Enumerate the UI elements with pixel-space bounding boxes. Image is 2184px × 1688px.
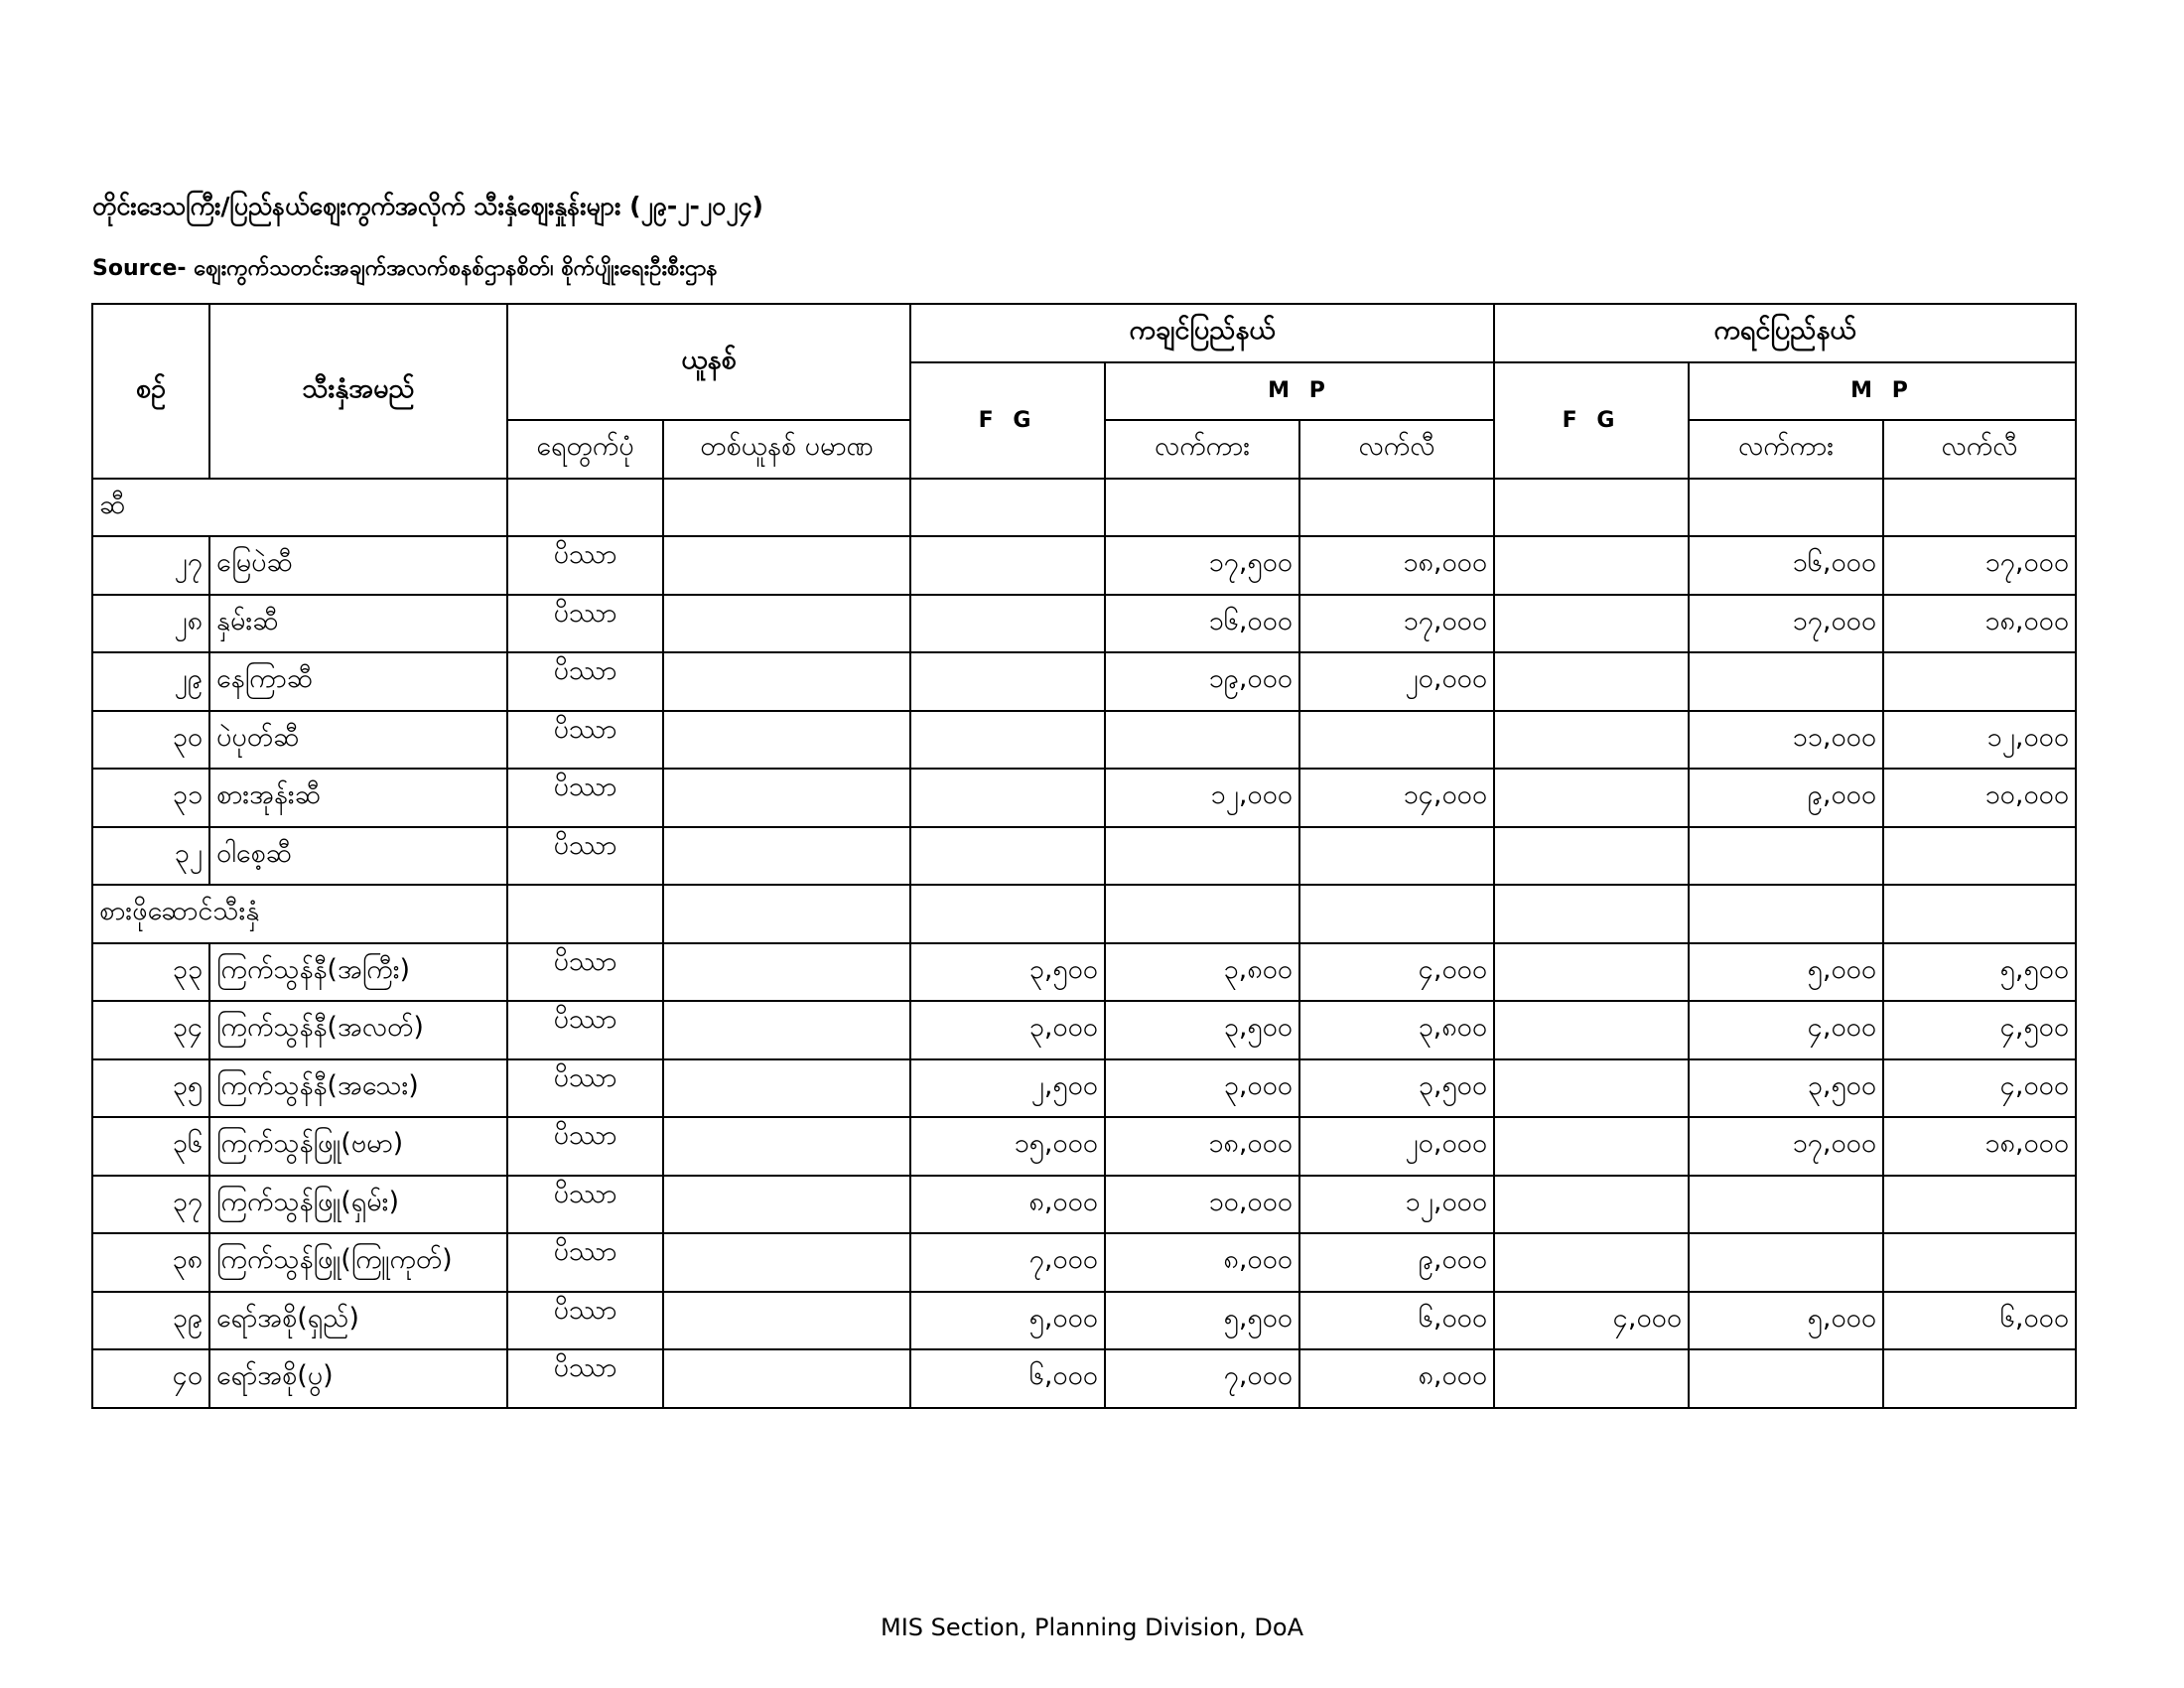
row-kayin-fg <box>1494 1059 1689 1118</box>
row-kachin-retail: ၉,၀၀၀ <box>1299 1233 1494 1292</box>
row-kayin-fg <box>1494 1233 1689 1292</box>
header-no: စဉ် <box>92 304 209 479</box>
row-unit-weight <box>663 1233 910 1292</box>
row-kachin-wholesale: ၅,၅၀၀ <box>1105 1292 1299 1350</box>
row-unit: ပိဿာ <box>507 1001 663 1059</box>
row-kayin-wholesale <box>1689 1349 1883 1408</box>
row-kachin-retail: ၄,၀၀၀ <box>1299 943 1494 1002</box>
row-no: ၃၇ <box>92 1176 209 1234</box>
header-kayin-mp: M P <box>1689 362 2076 421</box>
header-kayin-fg: F G <box>1494 362 1689 479</box>
row-kayin-wholesale <box>1689 1176 1883 1234</box>
row-unit: ပိဿာ <box>507 1349 663 1408</box>
row-unit-weight <box>663 595 910 653</box>
row-kachin-wholesale: ၈,၀၀၀ <box>1105 1233 1299 1292</box>
header-state-kachin: ကချင်ပြည်နယ် <box>910 304 1494 362</box>
header-kayin-retail: လက်လီ <box>1883 420 2076 479</box>
row-kachin-retail: ၆,၀၀၀ <box>1299 1292 1494 1350</box>
row-kachin-fg <box>910 652 1105 711</box>
table-row <box>92 1059 2076 1118</box>
section-row <box>92 479 2076 537</box>
row-kayin-wholesale: ၃,၅၀၀ <box>1689 1059 1883 1118</box>
row-crop-name: ကြက်သွန်နီ(အကြီး) <box>209 943 507 1002</box>
row-kachin-fg: ၇,၀၀၀ <box>910 1233 1105 1292</box>
row-unit-weight <box>663 1001 910 1059</box>
row-unit-weight <box>663 769 910 827</box>
row-kayin-wholesale: ၁၆,၀၀၀ <box>1689 536 1883 595</box>
row-crop-name: နှမ်းဆီ <box>209 595 507 653</box>
row-kachin-wholesale: ၁၀,၀၀၀ <box>1105 1176 1299 1234</box>
row-unit: ပိဿာ <box>507 711 663 770</box>
row-unit: ပိဿာ <box>507 652 663 711</box>
row-unit: ပိဿာ <box>507 769 663 827</box>
table-row <box>92 1117 2076 1176</box>
row-unit: ပိဿာ <box>507 1117 663 1176</box>
row-kayin-fg <box>1494 769 1689 827</box>
row-kayin-wholesale <box>1689 1233 1883 1292</box>
row-unit: ပိဿာ <box>507 536 663 595</box>
row-kayin-retail: ၁၂,၀၀၀ <box>1883 711 2076 770</box>
row-unit-weight <box>663 536 910 595</box>
row-kachin-retail: ၃,၅၀၀ <box>1299 1059 1494 1118</box>
row-kayin-fg <box>1494 827 1689 886</box>
row-kachin-wholesale: ၁၇,၅၀၀ <box>1105 536 1299 595</box>
row-unit-weight <box>663 1349 910 1408</box>
row-unit-weight <box>663 1117 910 1176</box>
row-kachin-wholesale <box>1105 827 1299 886</box>
row-kayin-retail: ၁၀,၀၀၀ <box>1883 769 2076 827</box>
row-no: ၃၆ <box>92 1117 209 1176</box>
row-kayin-fg <box>1494 1176 1689 1234</box>
row-crop-name: ပဲပုတ်ဆီ <box>209 711 507 770</box>
row-kachin-retail: ၁၂,၀၀၀ <box>1299 1176 1494 1234</box>
row-no: ၄၀ <box>92 1349 209 1408</box>
row-no: ၃၄ <box>92 1001 209 1059</box>
row-no: ၂၇ <box>92 536 209 595</box>
header-unit-market: ရေတွက်ပုံ <box>507 420 663 479</box>
table-row <box>92 595 2076 653</box>
row-kachin-wholesale: ၃,၀၀၀ <box>1105 1059 1299 1118</box>
section-title: ဆီ <box>92 479 507 537</box>
row-kachin-wholesale <box>1105 711 1299 770</box>
row-crop-name: ကြက်သွန်နီ(အသေး) <box>209 1059 507 1118</box>
row-no: ၃၉ <box>92 1292 209 1350</box>
row-kachin-retail: ၁၈,၀၀၀ <box>1299 536 1494 595</box>
table-row <box>92 652 2076 711</box>
row-kayin-wholesale: ၁၇,၀၀၀ <box>1689 1117 1883 1176</box>
row-unit-weight <box>663 1059 910 1118</box>
header-unit-weight: တစ်ယူနစ် ပမာဏ <box>663 420 910 479</box>
section-title: စားဖိုဆောင်သီးနှံ <box>92 885 507 943</box>
row-kachin-wholesale: ၁၉,၀၀၀ <box>1105 652 1299 711</box>
row-kayin-wholesale: ၁၇,၀၀၀ <box>1689 595 1883 653</box>
row-crop-name: ကြက်သွန်ဖြူ(ရှမ်း) <box>209 1176 507 1234</box>
row-unit: ပိဿာ <box>507 943 663 1002</box>
row-kayin-retail: ၁၇,၀၀၀ <box>1883 536 2076 595</box>
row-kachin-wholesale: ၁၈,၀၀၀ <box>1105 1117 1299 1176</box>
row-unit: ပိဿာ <box>507 595 663 653</box>
row-kachin-wholesale: ၇,၀၀၀ <box>1105 1349 1299 1408</box>
row-kayin-wholesale <box>1689 652 1883 711</box>
table-row <box>92 1176 2076 1234</box>
row-unit: ပိဿာ <box>507 1176 663 1234</box>
row-no: ၃၂ <box>92 827 209 886</box>
row-kayin-wholesale: ၄,၀၀၀ <box>1689 1001 1883 1059</box>
row-kayin-fg <box>1494 536 1689 595</box>
row-kayin-wholesale: ၅,၀၀၀ <box>1689 943 1883 1002</box>
header-crop-name: သီးနှံအမည် <box>209 304 507 479</box>
row-kayin-fg <box>1494 711 1689 770</box>
row-kachin-fg <box>910 827 1105 886</box>
row-crop-name: နေကြာဆီ <box>209 652 507 711</box>
row-kachin-retail <box>1299 827 1494 886</box>
row-kayin-wholesale: ၅,၀၀၀ <box>1689 1292 1883 1350</box>
row-kayin-retail: ၅,၅၀၀ <box>1883 943 2076 1002</box>
row-kachin-fg: ၅,၀၀၀ <box>910 1292 1105 1350</box>
row-crop-name: ကြက်သွန်ဖြူ(ကြူကုတ်) <box>209 1233 507 1292</box>
row-unit-weight <box>663 943 910 1002</box>
row-kachin-fg: ၆,၀၀၀ <box>910 1349 1105 1408</box>
row-kayin-retail <box>1883 1233 2076 1292</box>
row-kachin-fg <box>910 595 1105 653</box>
row-kayin-fg <box>1494 1001 1689 1059</box>
row-crop-name: ရော်အစို(ရှည်) <box>209 1292 507 1350</box>
header-kayin-wholesale: လက်ကား <box>1689 420 1883 479</box>
table-row <box>92 1349 2076 1408</box>
page-footer: MIS Section, Planning Division, DoA <box>880 1614 1303 1641</box>
row-kachin-retail: ၈,၀၀၀ <box>1299 1349 1494 1408</box>
row-unit: ပိဿာ <box>507 1233 663 1292</box>
row-kachin-fg: ၃,၀၀၀ <box>910 1001 1105 1059</box>
row-kayin-fg <box>1494 943 1689 1002</box>
table-row <box>92 943 2076 1002</box>
row-crop-name: စားအုန်းဆီ <box>209 769 507 827</box>
table-row <box>92 711 2076 770</box>
row-crop-name: မြေပဲဆီ <box>209 536 507 595</box>
row-kachin-fg: ၁၅,၀၀၀ <box>910 1117 1105 1176</box>
row-unit: ပိဿာ <box>507 1292 663 1350</box>
row-unit: ပိဿာ <box>507 827 663 886</box>
row-kayin-wholesale <box>1689 827 1883 886</box>
row-kachin-fg: ၂,၅၀၀ <box>910 1059 1105 1118</box>
row-kayin-wholesale: ၉,၀၀၀ <box>1689 769 1883 827</box>
row-kachin-wholesale: ၃,၈၀၀ <box>1105 943 1299 1002</box>
row-no: ၂၈ <box>92 595 209 653</box>
row-unit-weight <box>663 711 910 770</box>
row-crop-name: ရော်အစို(ပွ) <box>209 1349 507 1408</box>
row-kachin-retail: ၁၄,၀၀၀ <box>1299 769 1494 827</box>
row-kayin-retail: ၁၈,၀၀၀ <box>1883 1117 2076 1176</box>
row-kayin-fg <box>1494 595 1689 653</box>
row-kachin-retail: ၃,၈၀၀ <box>1299 1001 1494 1059</box>
row-crop-name: ဝါစေ့ဆီ <box>209 827 507 886</box>
row-kayin-wholesale: ၁၁,၀၀၀ <box>1689 711 1883 770</box>
row-no: ၃၁ <box>92 769 209 827</box>
table-row <box>92 1233 2076 1292</box>
row-kayin-retail <box>1883 1349 2076 1408</box>
row-kachin-retail: ၂၀,၀၀၀ <box>1299 1117 1494 1176</box>
row-kayin-fg <box>1494 1349 1689 1408</box>
row-kayin-retail <box>1883 827 2076 886</box>
row-kachin-retail: ၂၀,၀၀၀ <box>1299 652 1494 711</box>
page-title: တိုင်းဒေသကြီး/ပြည်နယ်ဈေးကွက်အလိုက် သီးနှံဈေးနှုန်းများ (၂၉-၂-၂၀၂၄) <box>92 192 763 220</box>
row-kachin-wholesale: ၁၂,၀၀၀ <box>1105 769 1299 827</box>
row-kachin-retail <box>1299 711 1494 770</box>
row-kachin-retail: ၁၇,၀၀၀ <box>1299 595 1494 653</box>
source-note: Source- ဈေးကွက်သတင်းအချက်အလက်စနစ်ဌာနစိတ်၊ စိုက်ပျိုးရေးဦးစီးဌာန <box>92 256 718 281</box>
table-row <box>92 827 2076 886</box>
row-kachin-fg: ၃,၅၀၀ <box>910 943 1105 1002</box>
header-state-kayin: ကရင်ပြည်နယ် <box>1494 304 2076 362</box>
row-kayin-fg <box>1494 652 1689 711</box>
header-kachin-wholesale: လက်ကား <box>1105 420 1299 479</box>
row-no: ၃၃ <box>92 943 209 1002</box>
row-unit: ပိဿာ <box>507 1059 663 1118</box>
row-kayin-retail <box>1883 1176 2076 1234</box>
row-kachin-wholesale: ၁၆,၀၀၀ <box>1105 595 1299 653</box>
row-crop-name: ကြက်သွန်ဖြူ(ဗမာ) <box>209 1117 507 1176</box>
row-kayin-retail <box>1883 652 2076 711</box>
row-unit-weight <box>663 827 910 886</box>
row-unit-weight <box>663 1176 910 1234</box>
row-no: ၃၀ <box>92 711 209 770</box>
row-kachin-wholesale: ၃,၅၀၀ <box>1105 1001 1299 1059</box>
row-kachin-fg <box>910 711 1105 770</box>
row-kachin-fg <box>910 769 1105 827</box>
header-kachin-mp: M P <box>1105 362 1494 421</box>
row-kayin-retail: ၄,၀၀၀ <box>1883 1059 2076 1118</box>
row-kachin-fg <box>910 536 1105 595</box>
row-no: ၂၉ <box>92 652 209 711</box>
header-kachin-fg: F G <box>910 362 1105 479</box>
header-kachin-retail: လက်လီ <box>1299 420 1494 479</box>
row-unit-weight <box>663 1292 910 1350</box>
row-kayin-retail: ၁၈,၀၀၀ <box>1883 595 2076 653</box>
row-kayin-retail: ၆,၀၀၀ <box>1883 1292 2076 1350</box>
row-kayin-retail: ၄,၅၀၀ <box>1883 1001 2076 1059</box>
row-kayin-fg <box>1494 1117 1689 1176</box>
row-no: ၃၈ <box>92 1233 209 1292</box>
row-no: ၃၅ <box>92 1059 209 1118</box>
table-row <box>92 769 2076 827</box>
row-crop-name: ကြက်သွန်နီ(အလတ်) <box>209 1001 507 1059</box>
table-row <box>92 536 2076 595</box>
row-kachin-fg: ၈,၀၀၀ <box>910 1176 1105 1234</box>
row-unit-weight <box>663 652 910 711</box>
header-unit: ယူနစ် <box>507 304 910 420</box>
row-kayin-fg: ၄,၀၀၀ <box>1494 1292 1689 1350</box>
table-row <box>92 1292 2076 1350</box>
section-row <box>92 885 2076 943</box>
price-table <box>91 303 2077 1409</box>
table-row <box>92 1001 2076 1059</box>
